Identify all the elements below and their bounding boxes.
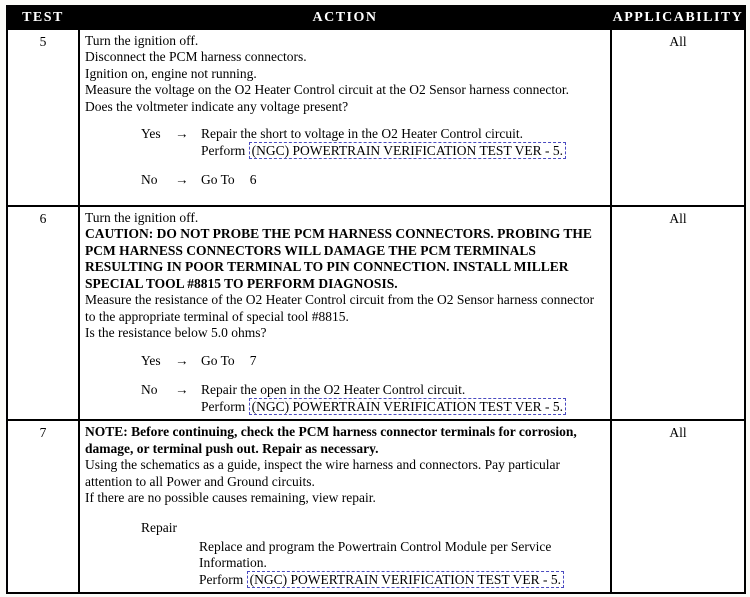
- goto-target-number: 7: [249, 352, 257, 368]
- decision-block: [141, 353, 605, 415]
- perform-line: [201, 143, 605, 159]
- table-row-test-5: [7, 29, 745, 206]
- table-row-test-7: [7, 420, 745, 593]
- action-step: Does the voltmeter indicate any voltage present?: [85, 98, 349, 114]
- perform-line: [201, 399, 605, 415]
- test-number-6: 6: [7, 206, 79, 420]
- column-header-test: TEST: [7, 6, 79, 29]
- verification-test-link[interactable]: (NGC) POWERTRAIN VERIFICATION TEST VER - 5.: [249, 398, 566, 415]
- arrow-icon: →: [175, 382, 189, 398]
- action-step: Measure the resistance of the O2 Heater Control circuit from the O2 Sensor harness connector to the appropriate terminal of special tool #8815.: [85, 292, 598, 324]
- perform-prefix: Perform: [201, 142, 249, 158]
- action-step: Disconnect the PCM harness connectors.: [85, 49, 307, 65]
- branch-text: [201, 172, 605, 188]
- action-step: Is the resistance below 5.0 ohms?: [85, 325, 267, 341]
- column-header-applicability: APPLICABILITY: [611, 6, 745, 29]
- branch-label-yes: Yes: [141, 126, 161, 142]
- action-step: Using the schematics as a guide, inspect the wire harness and connectors. Pay particular attention to all Power and Ground circuits.: [85, 457, 564, 489]
- yes-branch: [141, 126, 605, 159]
- applicability-value: All: [611, 29, 745, 206]
- table-row-test-6: [7, 206, 745, 420]
- test-number-5: 5: [7, 29, 79, 206]
- goto-text: Go To: [201, 352, 235, 368]
- branch-label-no: No: [141, 172, 158, 188]
- verification-test-link[interactable]: (NGC) POWERTRAIN VERIFICATION TEST VER - 5.: [247, 571, 564, 588]
- applicability-value: All: [611, 206, 745, 420]
- action-step: Measure the voltage on the O2 Heater Control circuit at the O2 Sensor harness connector.: [85, 82, 569, 98]
- repair-instruction: Repair the open in the O2 Heater Control circuit.: [201, 382, 466, 398]
- no-branch: [141, 382, 605, 415]
- action-step: Turn the ignition off.: [85, 33, 199, 48]
- branch-label-yes: Yes: [141, 352, 161, 368]
- note-text: NOTE: Before continuing, check the PCM harness connector terminals for corrosion, damage, or terminal push out. Repair as necessary.: [85, 424, 581, 456]
- branch-text: [201, 126, 605, 159]
- perform-prefix: Perform: [201, 398, 249, 414]
- goto-text: Go To: [201, 172, 235, 188]
- perform-line: [199, 572, 605, 588]
- decision-block: [141, 126, 605, 188]
- table-header-row: [7, 6, 745, 29]
- arrow-icon: →: [175, 126, 189, 142]
- no-branch: [141, 172, 605, 188]
- action-step: Turn the ignition off.: [85, 210, 199, 225]
- action-step: Ignition on, engine not running.: [85, 65, 257, 81]
- action-cell-test-5: [79, 29, 611, 206]
- caution-text: CAUTION: DO NOT PROBE THE PCM HARNESS CONNECTORS. PROBING THE PCM HARNESS CONNECTORS WILL DAMAGE THE PCM TERMINALS RESULTING IN POOR TERMINAL TO PIN CONNECTION. INSTALL MILLER SPECIAL TOOL #8815 TO PERFORM DIAGNOSIS.: [85, 226, 596, 291]
- action-cell-test-7: [79, 420, 611, 593]
- diagnostic-test-table: [6, 5, 746, 594]
- branch-label-no: No: [141, 382, 158, 398]
- repair-instruction: Repair the short to voltage in the O2 Heater Control circuit.: [201, 126, 524, 142]
- action-step: If there are no possible causes remaining, view repair.: [85, 490, 376, 506]
- repair-sub-block: [199, 539, 605, 588]
- verification-test-link[interactable]: (NGC) POWERTRAIN VERIFICATION TEST VER - 5.: [249, 142, 566, 159]
- applicability-value: All: [611, 420, 745, 593]
- column-header-action: ACTION: [79, 6, 611, 29]
- branch-text: [201, 382, 605, 415]
- test-number-7: 7: [7, 420, 79, 593]
- arrow-icon: →: [175, 352, 189, 368]
- action-cell-test-6: [79, 206, 611, 420]
- repair-label: Repair: [141, 519, 177, 535]
- repair-block: [141, 520, 605, 589]
- yes-branch: [141, 353, 605, 369]
- goto-target-number: 6: [249, 172, 257, 188]
- branch-text: [201, 353, 605, 369]
- perform-prefix: Perform: [199, 571, 247, 587]
- repair-instruction: Replace and program the Powertrain Control Module per Service Information.: [199, 538, 555, 571]
- arrow-icon: →: [175, 172, 189, 188]
